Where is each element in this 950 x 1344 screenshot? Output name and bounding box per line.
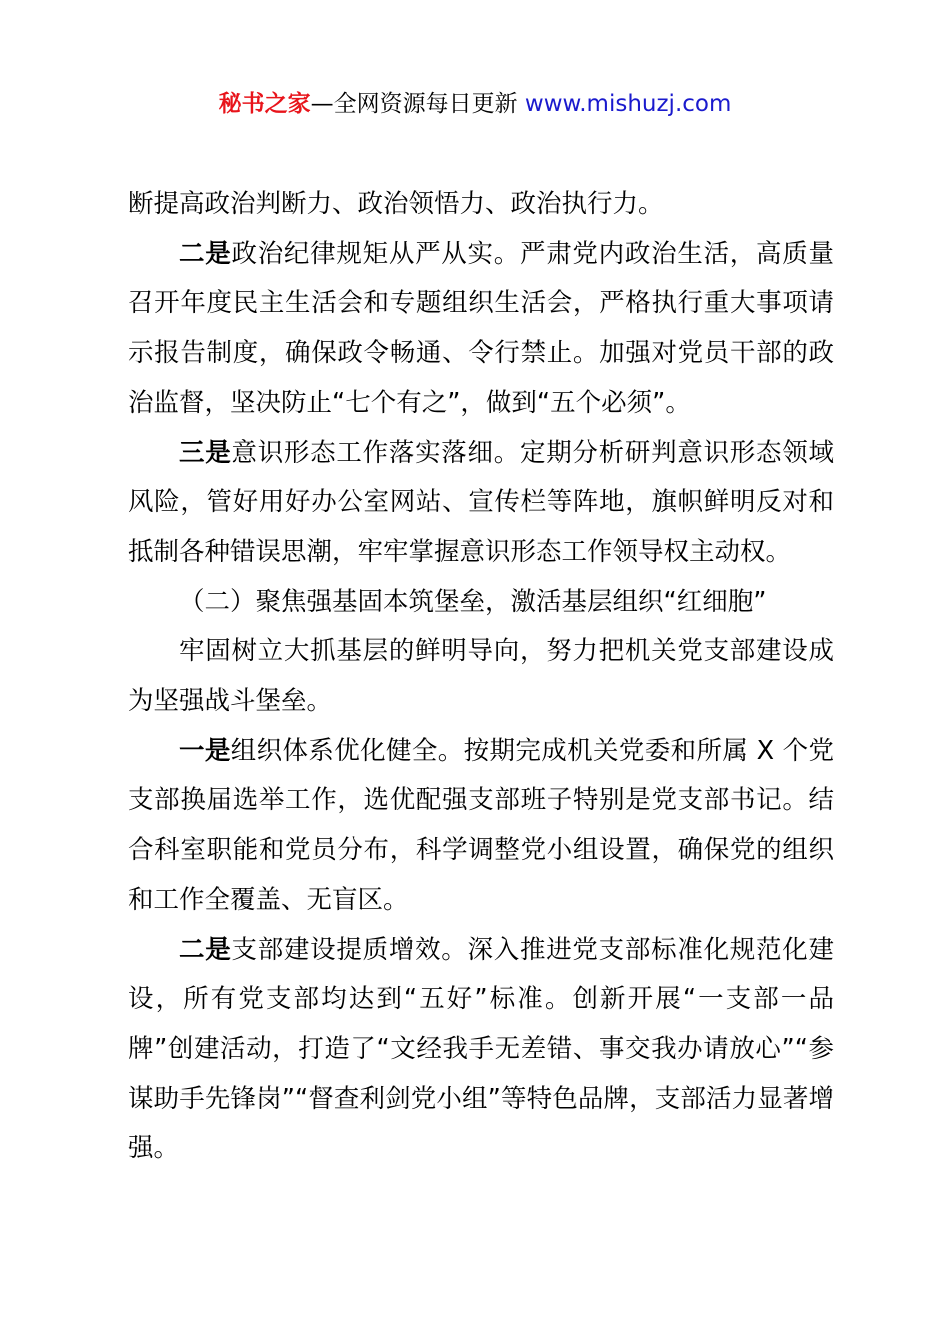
paragraph-continuation (128, 180, 834, 230)
paragraph-lead: 一是 (179, 735, 231, 766)
paragraph-political-discipline (128, 230, 834, 429)
paragraph-lead: 二是 (179, 934, 232, 965)
paragraph-ideology-work (128, 429, 834, 578)
site-slogan: —全网资源每日更新 (310, 91, 525, 117)
paragraph-text: 牢固树立大抓基层的鲜明导向，努力把机关党支部建设成为坚强战斗堡垒。 (128, 636, 834, 717)
paragraph-branch-building (128, 926, 834, 1175)
paragraph-text: 意识形态工作落实落细。定期分析研判意识形态领域风险，管好用好办公室网站、宣传栏等阵地，旗帜鲜明反对和抵制各种错误思潮，牢牢掌握意识形态工作领导权主动权。 (128, 437, 834, 567)
paragraph-text: 断提高政治判断力、政治领悟力、政治执行力。 (128, 189, 664, 219)
site-url[interactable]: www.mishuzj.com (524, 91, 732, 117)
paragraph-lead: 三是 (179, 437, 232, 468)
section-heading-text: （二）聚焦强基固本筑堡垒，激活基层组织“红细胞” (179, 586, 767, 617)
paragraph-text: 组织体系优化健全。按期完成机关党委和所属 X 个党支部换届选举工作，选优配强支部班子特别是党支部书记。结合科室职能和党员分布，科学调整党小组设置，确保党的组织和工作全覆盖、无盲区。 (128, 735, 834, 915)
paragraph-text: 政治纪律规矩从严从实。严肃党内政治生活，高质量召开年度民主生活会和专题组织生活会，严格执行重大事项请示报告制度，确保政令畅通、令行禁止。加强对党员干部的政治监督，坚决防止“七个有之”，做到“五个必须”。 (128, 238, 834, 418)
document-body (128, 180, 834, 1174)
section-heading (128, 578, 834, 628)
page-header (0, 86, 950, 122)
paragraph-intro (128, 627, 834, 726)
site-brand: 秘书之家 (218, 91, 311, 117)
paragraph-organization-system (128, 727, 834, 926)
paragraph-text: 支部建设提质增效。深入推进党支部标准化规范化建设，所有党支部均达到“五好”标准。创新开展“一支部一品牌”创建活动，打造了“文经我手无差错、事交我办请放心”“参谋助手先锋岗”“督查利剑党小组”等特色品牌，支部活力显著增强。 (128, 934, 834, 1164)
paragraph-lead: 二是 (179, 238, 232, 269)
